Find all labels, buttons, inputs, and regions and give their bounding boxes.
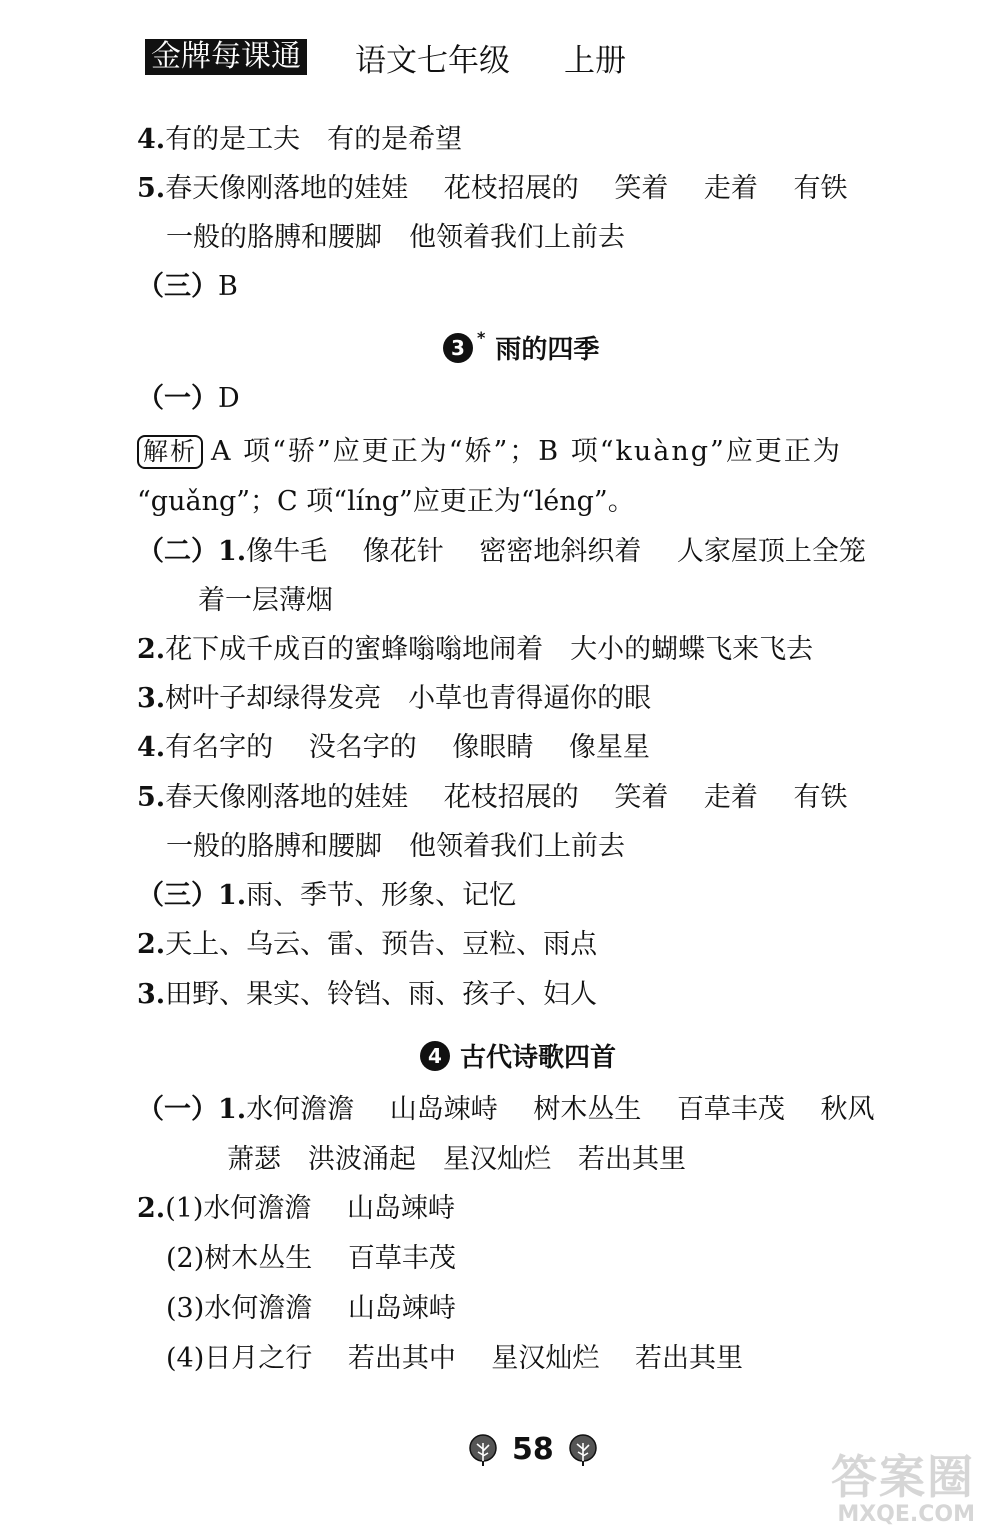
star-mark: * xyxy=(477,328,486,347)
analysis-line: 解析 A 项“骄”应更正为“娇”；B 项“kuàng”应更正为 xyxy=(137,434,842,470)
answer-line: 一般的胳膊和腰脚 他领着我们上前去 xyxy=(166,831,625,862)
answer-line: 2.(1)水何澹澹 山岛竦峙 xyxy=(137,1193,456,1224)
section-number-badge: 3 xyxy=(443,333,473,363)
answer-line: 2.天上、乌云、雷、预告、豆粒、雨点 xyxy=(137,929,598,960)
answer-line: 着一层薄烟 xyxy=(198,585,333,616)
page-header xyxy=(145,38,626,79)
answer-line: 3.田野、果实、铃铛、雨、孩子、妇人 xyxy=(137,979,598,1010)
answer-line: (2)树木丛生 百草丰茂 xyxy=(166,1243,456,1274)
answer-line: (4)日月之行 若出其中 星汉灿烂 若出其里 xyxy=(166,1343,743,1374)
page-footer xyxy=(466,1432,600,1467)
answer-line: 4.有名字的 没名字的 像眼睛 像星星 xyxy=(137,732,650,763)
answer-line: （三）B xyxy=(137,271,238,302)
page-number: 58 xyxy=(512,1432,554,1467)
section-title: 古代诗歌四首 xyxy=(460,1043,617,1073)
answer-line: （一）1.水何澹澹 山岛竦峙 树木丛生 百草丰茂 秋风 xyxy=(137,1094,875,1125)
answer-line: 3.树叶子却绿得发亮 小草也青得逼你的眼 xyxy=(137,683,652,714)
brand-label: 金牌每课通 xyxy=(145,39,307,75)
answer-line: “guǎng”；C 项“líng”应更正为“léng”。 xyxy=(137,486,635,517)
answer-line: 2.花下成千成百的蜜蜂嗡嗡地闹着 大小的蝴蝶飞来飞去 xyxy=(137,634,814,665)
answer-line: （三）1.雨、季节、形象、记忆 xyxy=(137,880,517,911)
answer-line: 一般的胳膊和腰脚 他领着我们上前去 xyxy=(166,222,625,253)
watermark: 答案圈 MXQE.COM xyxy=(831,1450,975,1527)
tree-icon xyxy=(566,1433,600,1467)
answer-line: 4.有的是工夫 有的是希望 xyxy=(137,124,463,155)
answer-line: （一）D xyxy=(137,383,240,414)
answer-line: 萧瑟 洪波涌起 星汉灿烂 若出其里 xyxy=(227,1144,686,1175)
subject-label: 语文七年级 xyxy=(355,42,510,79)
section-number-badge: 4 xyxy=(420,1041,450,1071)
volume-label: 上册 xyxy=(564,42,626,79)
answer-line: （二）1.像牛毛 像花针 密密地斜织着 人家屋顶上全笼 xyxy=(137,536,866,567)
answer-line: (3)水何澹澹 山岛竦峙 xyxy=(166,1293,456,1324)
section-heading xyxy=(420,1037,616,1074)
answer-line: 5.春天像刚落地的娃娃 花枝招展的 笑着 走着 有铁 xyxy=(137,173,848,204)
analysis-tag: 解析 xyxy=(137,435,203,469)
section-title: 雨的四季 xyxy=(495,335,600,365)
answer-line: 5.春天像刚落地的娃娃 花枝招展的 笑着 走着 有铁 xyxy=(137,782,848,813)
section-heading xyxy=(443,329,599,366)
tree-icon xyxy=(466,1433,500,1467)
